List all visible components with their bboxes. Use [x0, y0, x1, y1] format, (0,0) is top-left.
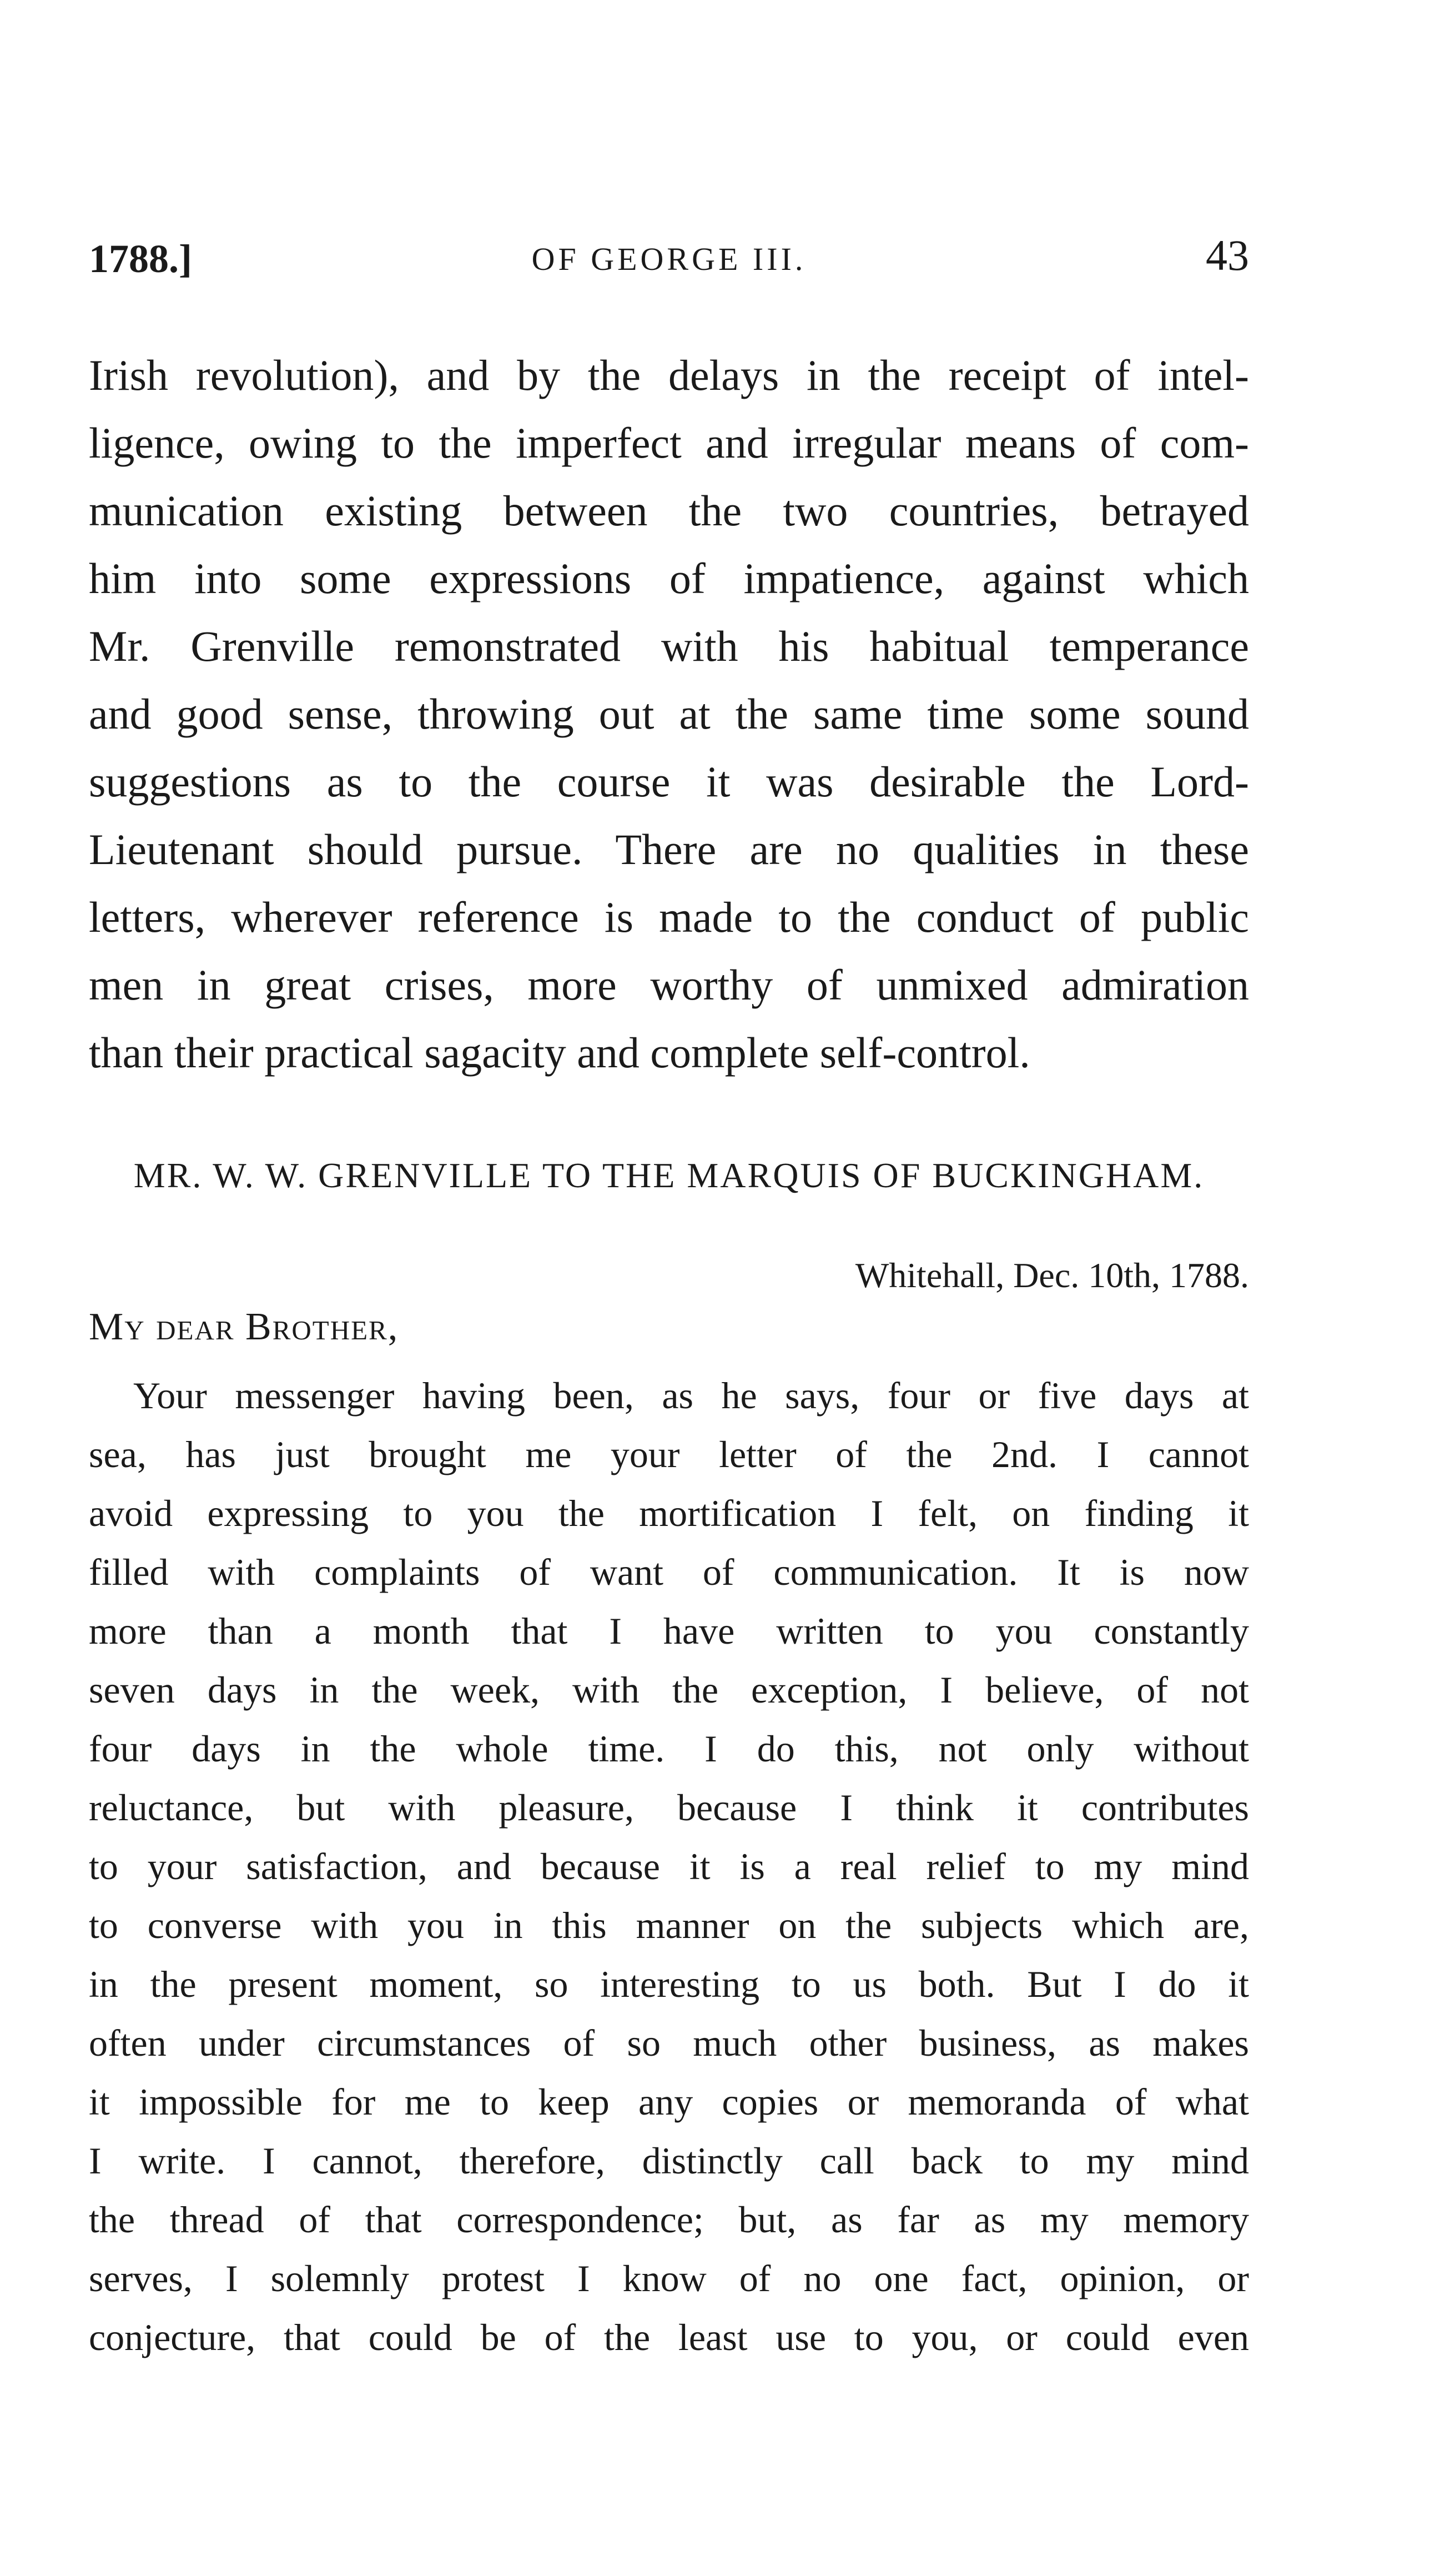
- running-head-title: OF GEORGE III.: [531, 241, 807, 277]
- body-line: Mr. Grenville remonstrated with his habitual temperance: [89, 622, 1249, 670]
- letter-dateline: Whitehall, Dec. 10th, 1788.: [855, 1256, 1249, 1295]
- running-head: [89, 230, 1249, 286]
- letter-salutation: My dear Brother,: [89, 1305, 399, 1348]
- body-paragraph: [89, 342, 1249, 1087]
- letter-line: sea, has just brought me your letter of the 2nd. I cannot: [89, 1433, 1249, 1475]
- letter-line: four days in the whole time. I do this, not only without: [89, 1728, 1249, 1770]
- letter-body: [89, 1366, 1249, 2367]
- letter-line: it impossible for me to keep any copies or memoranda of what: [89, 2081, 1249, 2123]
- letter-line: conjecture, that could be of the least use to you, or could even: [89, 2316, 1249, 2358]
- body-line: ligence, owing to the imperfect and irregular means of com-: [89, 419, 1249, 467]
- letter-line: Your messenger having been, as he says, four or five days at: [133, 1374, 1249, 1417]
- body-line: munication existing between the two countries, betrayed: [89, 486, 1249, 535]
- letter-line: in the present moment, so interesting to us both. But I do it: [89, 1963, 1249, 2005]
- letter-line: often under circumstances of so much other business, as makes: [89, 2022, 1249, 2064]
- body-line: Irish revolution), and by the delays in the receipt of intel-: [89, 351, 1249, 399]
- letter-line: I write. I cannot, therefore, distinctly call back to my mind: [89, 2140, 1249, 2182]
- letter-line: the thread of that correspondence; but, as far as my memory: [89, 2198, 1249, 2241]
- letter-line: serves, I solemnly protest I know of no one fact, opinion, or: [89, 2257, 1249, 2299]
- letter-line: to converse with you in this manner on the subjects which are,: [89, 1904, 1249, 1946]
- letter-line: reluctance, but with pleasure, because I think it contributes: [89, 1786, 1249, 1829]
- body-line: suggestions as to the course it was desirable the Lord-: [89, 757, 1249, 806]
- page-number: 43: [1206, 231, 1249, 279]
- letter-line: seven days in the week, with the exception, I believe, of not: [89, 1669, 1249, 1711]
- body-line: men in great crises, more worthy of unmixed admiration: [89, 961, 1249, 1009]
- running-head-year: 1788.]: [89, 237, 192, 281]
- letter-line: avoid expressing to you the mortification I felt, on finding it: [89, 1492, 1249, 1534]
- letter-line: filled with complaints of want of communication. It is now: [89, 1551, 1249, 1593]
- letter-heading: MR. W. W. GRENVILLE TO THE MARQUIS OF BUCKINGHAM.: [133, 1156, 1205, 1195]
- body-line: and good sense, throwing out at the same time some sound: [89, 690, 1249, 738]
- body-line: than their practical sagacity and complete self-control.: [89, 1028, 1030, 1077]
- body-line: him into some expressions of impatience, against which: [89, 554, 1249, 602]
- letter-line: more than a month that I have written to you constantly: [89, 1610, 1249, 1652]
- letter-line: to your satisfaction, and because it is a real relief to my mind: [89, 1845, 1249, 1887]
- body-line: letters, wherever reference is made to the conduct of public: [89, 893, 1249, 941]
- body-line: Lieutenant should pursue. There are no qualities in these: [89, 825, 1249, 873]
